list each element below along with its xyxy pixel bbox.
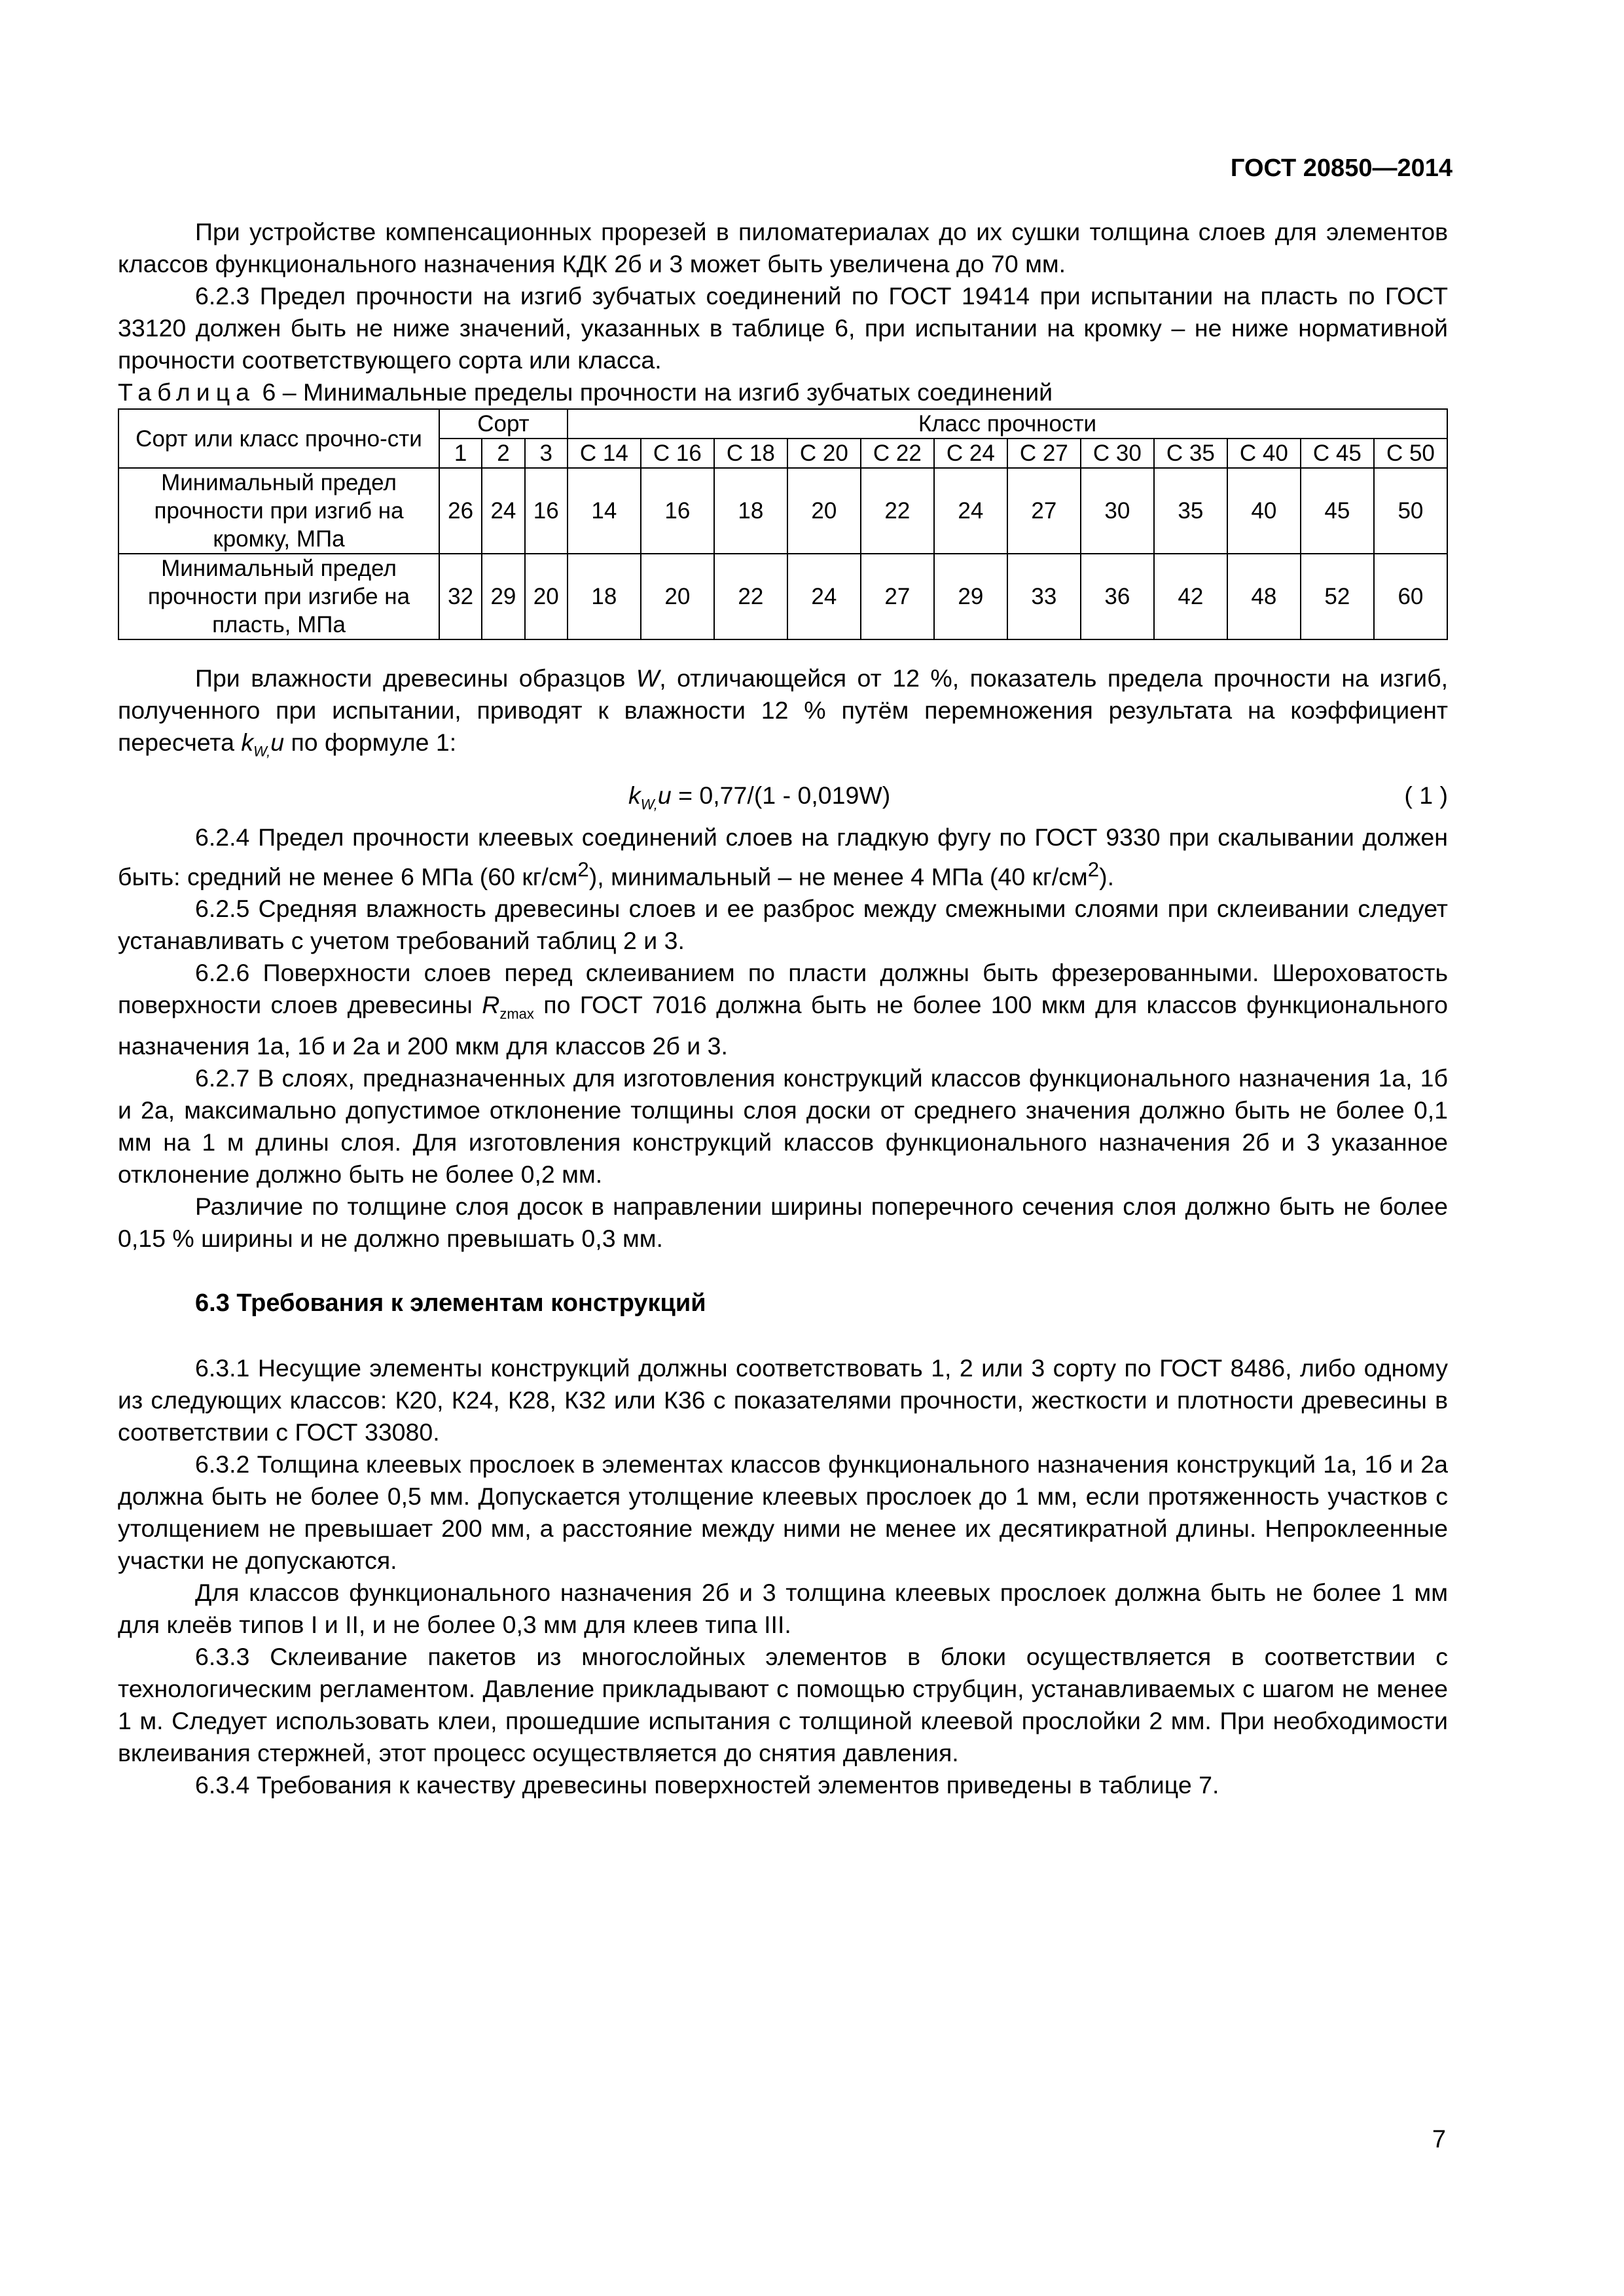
table-cell: 33 <box>1007 554 1081 639</box>
subscript-text: W, <box>253 743 271 760</box>
variable-k: k <box>241 728 254 756</box>
paragraph-6-2-6 <box>118 957 1448 1062</box>
superscript: 2 <box>1087 857 1100 881</box>
paragraph-6-3-3: 6.3.3 Склеивание пакетов из многослойных элементов в блоки осуществляется в соответствии с технологическим регламентом. Давление прикладывают с помощью струбцин, устанавливаемых с шагом не менее 1 м. Следует использовать клеи, прошедшие испытания с толщиной клеевой прослойки 2 мм. При необходимости вклеивания стержней, этот процесс осуществляется до снятия давления. <box>118 1642 1448 1767</box>
subscript-text: W, <box>640 796 658 812</box>
table-caption-title: 6 – Минимальные пределы прочности на изгиб зубчатых соединений <box>255 378 1053 406</box>
table-header-row-groups <box>118 409 1447 439</box>
paragraph-6-3-1: 6.3.1 Несущие элементы конструкций должны соответствовать 1, 2 или 3 сорту по ГОСТ 8486, либо одному из следующих классов: К20, К24, К28, К32 или К36 с показателями прочности, жесткости и плотности древесины в соответствии с ГОСТ 33080. <box>118 1354 1448 1446</box>
variable-r: R <box>482 991 500 1018</box>
table-cell: 20 <box>641 554 714 639</box>
column-header: С 14 <box>568 439 641 468</box>
paragraph-6-2-5: 6.2.5 Средняя влажность древесины слоев и ее разброс между смежными слоями при склеивании следует устанавливать с учетом требований таблиц 2 и 3. <box>118 895 1448 954</box>
row-label: Минимальный предел прочности при изгибе на пласть, МПа <box>118 554 439 639</box>
column-header: С 18 <box>714 439 787 468</box>
formula-number: ( 1 ) <box>1404 781 1448 809</box>
table-cell: 40 <box>1227 468 1301 554</box>
table-row <box>118 554 1447 639</box>
table-cell: 24 <box>482 468 524 554</box>
page-content <box>118 216 1448 1801</box>
text-run: ), минимальный – не менее 4 МПа (40 кг/см <box>588 863 1088 890</box>
paragraph: Различие по толщине слоя досок в направлении ширины поперечного сечения слоя должно быть не более 0,15 % ширины и не должно превышать 0,3 мм. <box>118 1192 1448 1252</box>
table-cell: 24 <box>934 468 1007 554</box>
subscript <box>253 744 270 760</box>
table-cell: 22 <box>861 468 934 554</box>
text-run: ). <box>1099 863 1114 890</box>
row-label: Минимальный предел прочности при изгиб на кромку, МПа <box>118 468 439 554</box>
formula-rhs: = 0,77/(1 - 0,019W) <box>671 781 891 809</box>
column-header: С 40 <box>1227 439 1301 468</box>
table-cell: 16 <box>641 468 714 554</box>
table-cell: 20 <box>525 554 568 639</box>
table-cell: 27 <box>1007 468 1081 554</box>
table-cell: 36 <box>1081 554 1154 639</box>
column-header: С 45 <box>1301 439 1374 468</box>
table-cell: 20 <box>787 468 861 554</box>
column-header: С 50 <box>1374 439 1447 468</box>
table-cell: 29 <box>934 554 1007 639</box>
text-run: При влажности древесины образцов <box>195 664 636 692</box>
table-header-label: Сорт или класс прочно-сти <box>118 409 439 468</box>
paragraph: Для классов функционального назначения 2б и 3 толщина клеевых прослоек должна быть не более 1 мм для клеёв типов I и II, и не более 0,3 мм для клеев типа III. <box>118 1578 1448 1638</box>
table-cell: 24 <box>787 554 861 639</box>
column-header: 3 <box>525 439 568 468</box>
table-cell: 60 <box>1374 554 1447 639</box>
formula <box>628 780 890 821</box>
table-cell: 26 <box>439 468 482 554</box>
variable-w: W <box>636 664 660 692</box>
table-cell: 18 <box>714 468 787 554</box>
table-cell: 48 <box>1227 554 1301 639</box>
column-header: С 24 <box>934 439 1007 468</box>
column-header: С 35 <box>1154 439 1227 468</box>
table-cell: 18 <box>568 554 641 639</box>
paragraph-6-3-2: 6.3.2 Толщина клеевых прослоек в элементах классов функционального назначения конструкций 1а, 1б и 2а должна быть не более 0,5 мм. Допускается утолщение клеевых прослоек до 1 мм, если протяженность участков с утолщением не превышает 200 мм, а расстояние между ними не менее их десятикратной длины. Непроклеенные участки не допускаются. <box>118 1450 1448 1574</box>
column-header: 1 <box>439 439 482 468</box>
paragraph-6-2-7: 6.2.7 В слоях, предназначенных для изготовления конструкций классов функционального назначения 1а, 1б и 2а, максимально допустимое отклонение толщины слоя доски от среднего значения должно быть не более 0,1 мм на 1 м длины слоя. Для изготовления конструкций классов функционального назначения 2б и 3 указанное отклонение должно быть не более 0,2 мм. <box>118 1064 1448 1188</box>
table-cell: 27 <box>861 554 934 639</box>
column-header: С 22 <box>861 439 934 468</box>
table-cell: 42 <box>1154 554 1227 639</box>
table-cell: 45 <box>1301 468 1374 554</box>
table-cell: 52 <box>1301 554 1374 639</box>
table-caption <box>118 376 1448 408</box>
table-header-group-sort: Сорт <box>439 409 568 439</box>
text-run: по ГОСТ 7016 должна быть не более 100 мкм для классов функционального назначения 1а, 1б и 2а и 200 мкм для классов 2б и 3. <box>118 991 1448 1060</box>
formula-u: u <box>657 781 672 809</box>
table-cell: 50 <box>1374 468 1447 554</box>
paragraph-6-2-3: 6.2.3 Предел прочности на изгиб зубчатых соединений по ГОСТ 19414 при испытании на пласть по ГОСТ 33120 должен быть не ниже значений, указанных в таблице 6, при испытании на кромку – не ниже нормативной прочности соответствующего сорта или класса. <box>118 282 1448 374</box>
paragraph-moisture <box>118 662 1448 768</box>
text-run: 6.2.6 Поверхности слоев перед склеиванием по пласти должны быть фрезерованными. Шероховатость поверхности слоев древесины <box>118 959 1448 1018</box>
column-header: С 16 <box>641 439 714 468</box>
table-cell: 30 <box>1081 468 1154 554</box>
table-caption-prefix: Таблица <box>118 378 256 406</box>
table-cell: 35 <box>1154 468 1227 554</box>
paragraph: При устройстве компенсационных прорезей в пиломатериалах до их сушки толщина слоев для элементов классов функционального назначения КДК 2б и 3 может быть увеличена до 70 мм. <box>118 218 1448 278</box>
variable-u: u <box>270 728 285 756</box>
page-number: 7 <box>1432 2126 1446 2153</box>
paragraph-6-2-4 <box>118 821 1448 893</box>
strength-table <box>118 408 1448 640</box>
formula-line <box>118 774 1448 816</box>
superscript: 2 <box>577 857 589 881</box>
table-cell: 14 <box>568 468 641 554</box>
column-header: С 20 <box>787 439 861 468</box>
table-cell: 32 <box>439 554 482 639</box>
table-cell: 29 <box>482 554 524 639</box>
table-cell: 22 <box>714 554 787 639</box>
column-header: С 27 <box>1007 439 1081 468</box>
document-code: ГОСТ 20850—2014 <box>1230 154 1453 182</box>
subscript: zmax <box>499 1005 534 1022</box>
column-header: 2 <box>482 439 524 468</box>
column-header: С 30 <box>1081 439 1154 468</box>
table-row <box>118 468 1447 554</box>
text-run: , отличающейся от 12 %, показатель предела прочности на изгиб, полученного при испытании, приводят к влажности 12 % путём перемножения результата на коэффициент пересчета <box>118 664 1449 756</box>
table-header-group-class: Класс прочности <box>568 409 1447 439</box>
formula-k: k <box>628 781 641 809</box>
text-run: по формуле 1: <box>284 728 457 756</box>
text-run: 6.2.4 Предел прочности клеевых соединений слоев на гладкую фугу по ГОСТ 9330 при скалывании должен быть: средний не менее 6 МПа (60 кг/см <box>118 823 1448 890</box>
formula-subscript <box>641 796 658 812</box>
paragraph-6-3-4: 6.3.4 Требования к качеству древесины поверхностей элементов приведены в таблице 7. <box>195 1770 1219 1799</box>
section-heading: 6.3 Требования к элементам конструкций <box>195 1289 706 1317</box>
table-cell: 16 <box>525 468 568 554</box>
